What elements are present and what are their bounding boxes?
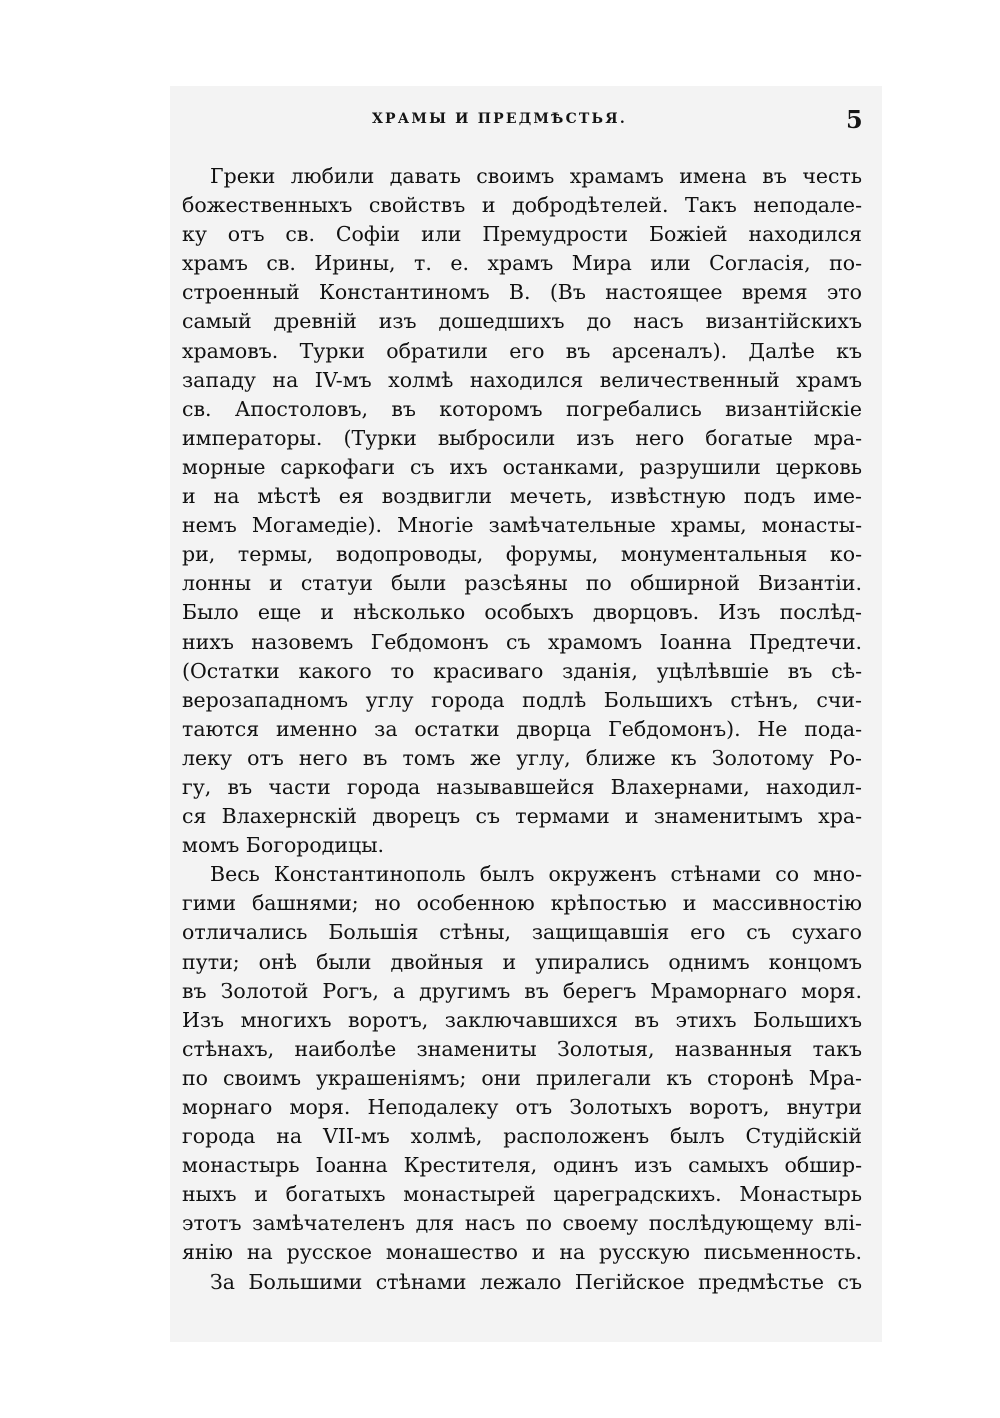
text-line: храмовъ. Турки обратили его въ арсеналъ). Далѣе къ bbox=[182, 338, 862, 363]
text-line: Греки любили давать своимъ храмамъ имена въ честь bbox=[210, 164, 862, 188]
text-line: ныхъ и богатыхъ монастырей цареградскихъ. Монастырь bbox=[182, 1182, 862, 1207]
text-line: отличались Большія стѣны, защищавшія его съ сухаго bbox=[182, 920, 862, 945]
text-line: немъ Могамедіе). Многіе замѣчательные храмы, монасты- bbox=[182, 513, 862, 538]
text-line: морнаго моря. Неподалеку отъ Золотыхъ воротъ, внутри bbox=[182, 1095, 862, 1119]
text-line: гими башнями; но особенною крѣпостью и массивностію bbox=[182, 891, 862, 916]
text-line: монастырь Іоанна Крестителя, одинъ изъ самыхъ обшир- bbox=[182, 1153, 862, 1178]
text-line: храмъ св. Ирины, т. е. храмъ Мира или Согласія, по- bbox=[182, 251, 862, 276]
text-line: божественныхъ свойствъ и добродѣтелей. Такъ неподале- bbox=[182, 193, 862, 218]
text-line: ся Влахернскій дворецъ съ термами и знаменитымъ хра- bbox=[182, 804, 862, 829]
text-line: нихъ назовемъ Гебдомонъ съ храмомъ Іоанна Предтечи. bbox=[182, 629, 862, 654]
body-text bbox=[182, 162, 862, 1297]
text-line: и на мѣстѣ ея воздвигли мечеть, извѣстную подъ име- bbox=[182, 484, 862, 509]
text-line: Изъ многихъ воротъ, заключавшихся въ этихъ Большихъ bbox=[182, 1007, 862, 1032]
text-line: верозападномъ углу города подлѣ Большихъ стѣнъ, счи- bbox=[182, 687, 862, 712]
text-line: момъ Богородицы. bbox=[182, 833, 385, 858]
text-line: по своимъ украшеніямъ; они прилегали къ сторонѣ Мра- bbox=[182, 1065, 862, 1090]
text-line: ку отъ св. Софіи или Премудрости Божіей находился bbox=[182, 222, 862, 247]
text-line: строенный Константиномъ В. (Въ настоящее время это bbox=[182, 280, 862, 305]
text-line: императоры. (Турки выбросили изъ него богатые мра- bbox=[182, 425, 862, 450]
text-line: (Остатки какого то красиваго зданія, уцѣлѣвшіе въ сѣ- bbox=[182, 658, 862, 683]
text-line: За Большими стѣнами лежало Пегійское предмѣстье съ bbox=[210, 1269, 862, 1294]
text-line: Было еще и нѣсколько особыхъ дворцовъ. Изъ послѣд- bbox=[182, 600, 862, 625]
text-line: янію на русское монашество и на русскую письменность. bbox=[182, 1240, 862, 1265]
running-head: ХРАМЫ И ПРЕДМѢСТЬЯ. bbox=[372, 111, 627, 127]
text-line: ри, термы, водопроводы, форумы, монументальныя ко- bbox=[182, 542, 862, 567]
text-line: гу, въ части города называвшейся Влахернами, находил- bbox=[182, 774, 862, 799]
text-line: леку отъ него въ томъ же углу, ближе къ Золотому Ро- bbox=[182, 745, 862, 770]
text-line: морные саркофаги съ ихъ останками, разрушили церковь bbox=[182, 454, 862, 479]
text-line: самый древній изъ дошедшихъ до насъ византійскихъ bbox=[182, 309, 862, 334]
text-line: западу на IV-мъ холмѣ находился величественный храмъ bbox=[182, 367, 862, 392]
text-line: этотъ замѣчателенъ для насъ по своему послѣдующему влі- bbox=[182, 1211, 862, 1236]
text-line: св. Апостоловъ, въ которомъ погребались византійскіе bbox=[182, 396, 862, 421]
text-line: лонны и статуи были разсѣяны по обширной Византіи. bbox=[182, 571, 862, 596]
text-line: въ Золотой Рогъ, а другимъ въ берегъ Мраморнаго моря. bbox=[182, 978, 862, 1003]
text-line: пути; онѣ были двойныя и упирались однимъ концомъ bbox=[182, 949, 862, 974]
text-line: таются именно за остатки дворца Гебдомонъ). Не пода- bbox=[182, 716, 862, 741]
text-line: стѣнахъ, наиболѣе знамениты Золотыя, названныя такъ bbox=[182, 1036, 862, 1061]
text-line: Весь Константинополь былъ окруженъ стѣнами со мно- bbox=[210, 862, 862, 887]
text-line: города на VII-мъ холмѣ, расположенъ былъ Студійскій bbox=[182, 1124, 862, 1149]
page-number: 5 bbox=[846, 105, 863, 134]
